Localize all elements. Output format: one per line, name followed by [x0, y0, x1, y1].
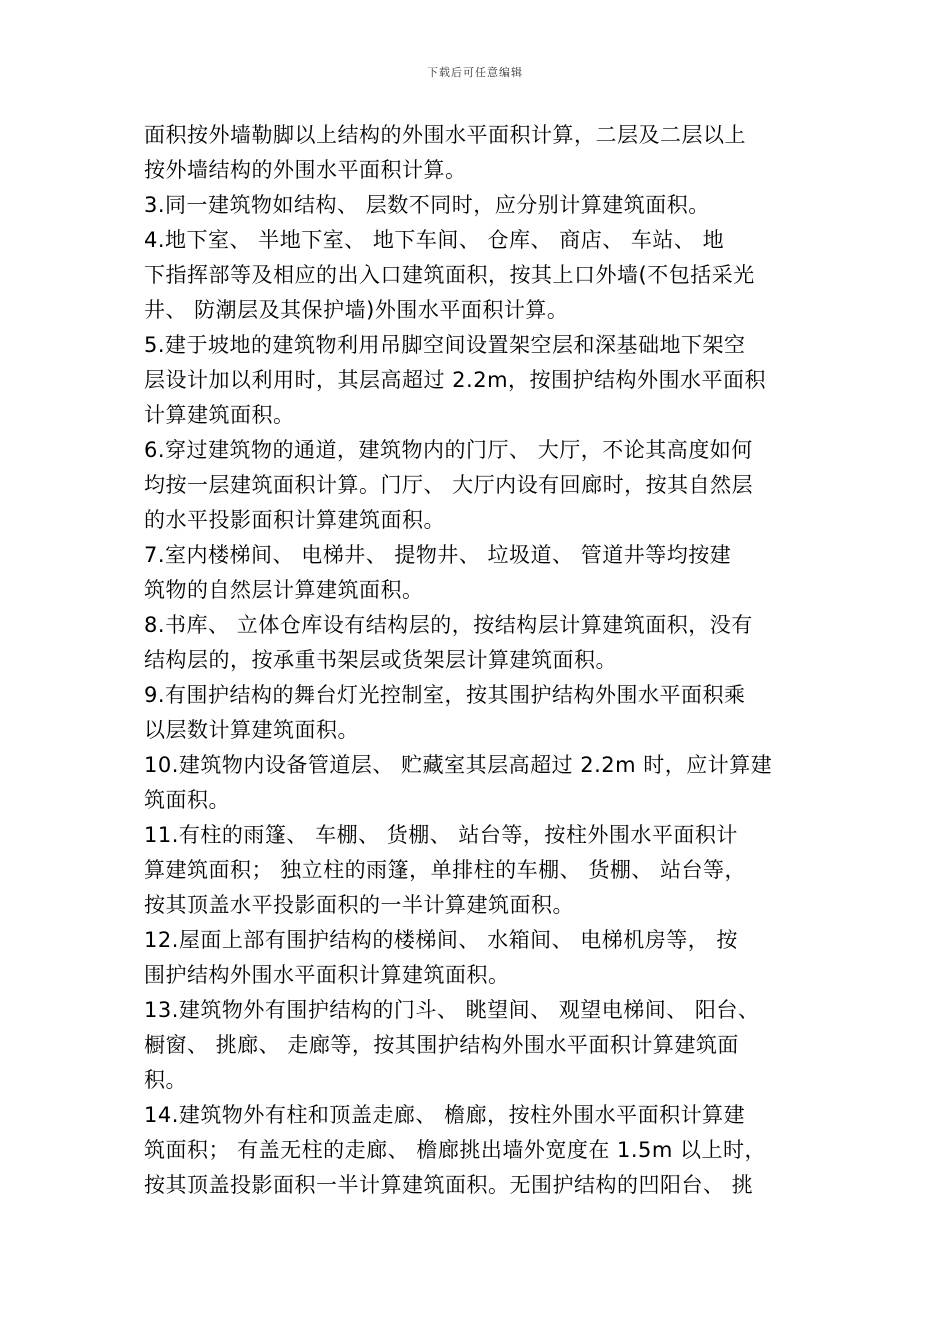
text-line: 按其顶盖投影面积一半计算建筑面积。无围护结构的凹阳台、 挑: [144, 1173, 754, 1197]
text-line: 12.屋面上部有围护结构的楼梯间、 水箱间、 电梯机房等， 按: [144, 928, 738, 952]
text-line: 下指挥部等及相应的出入口建筑面积，按其上口外墙(不包括采光: [144, 263, 755, 287]
text-line: 13.建筑物外有围护结构的门斗、 眺望间、 观望电梯间、 阳台、: [144, 998, 760, 1022]
text-line: 筑面积； 有盖无柱的走廊、 檐廊挑出墙外宽度在 1.5m 以上时，: [144, 1138, 767, 1162]
text-line: 面积按外墙勒脚以上结构的外围水平面积计算，二层及二层以上: [144, 123, 746, 147]
text-line: 筑面积。: [144, 788, 230, 812]
text-line: 算建筑面积； 独立柱的雨篷，单排柱的车棚、 货棚、 站台等，: [144, 858, 747, 882]
text-line: 5.建于坡地的建筑物利用吊脚空间设置架空层和深基础地下架空: [144, 333, 746, 357]
text-line: 按其顶盖水平投影面积的一半计算建筑面积。: [144, 893, 574, 917]
text-line: 积。: [144, 1068, 187, 1092]
text-line: 3.同一建筑物如结构、 层数不同时，应分别计算建筑面积。: [144, 193, 710, 217]
text-line: 14.建筑物外有柱和顶盖走廊、 檐廊，按柱外围水平面积计算建: [144, 1103, 746, 1127]
text-line: 以层数计算建筑面积。: [144, 718, 359, 742]
text-line: 围护结构外围水平面积计算建筑面积。: [144, 963, 510, 987]
text-line: 7.室内楼梯间、 电梯井、 提物井、 垃圾道、 管道井等均按建: [144, 543, 732, 567]
text-line: 筑物的自然层计算建筑面积。: [144, 578, 424, 602]
text-line: 4.地下室、 半地下室、 地下车间、 仓库、 商店、 车站、 地: [144, 228, 725, 252]
text-line: 结构层的，按承重书架层或货架层计算建筑面积。: [144, 648, 617, 672]
text-line: 6.穿过建筑物的通道，建筑物内的门厅、 大厅，不论其高度如何: [144, 438, 753, 462]
text-line: 计算建筑面积。: [144, 403, 295, 427]
text-line: 橱窗、 挑廊、 走廊等，按其围护结构外围水平面积计算建筑面: [144, 1033, 739, 1057]
text-line: 10.建筑物内设备管道层、 贮藏室其层高超过 2.2m 时，应计算建: [144, 753, 773, 777]
text-line: 11.有柱的雨篷、 车棚、 货棚、 站台等，按柱外围水平面积计: [144, 823, 738, 847]
text-line: 的水平投影面积计算建筑面积。: [144, 508, 445, 532]
text-line: 层设计加以利用时，其层高超过 2.2m，按围护结构外围水平面积: [144, 368, 767, 392]
text-line: 均按一层建筑面积计算。门厅、 大厅内设有回廊时，按其自然层: [144, 473, 754, 497]
document-body: [144, 118, 812, 1203]
text-line: 井、 防潮层及其保护墙)外围水平面积计算。: [144, 298, 569, 322]
text-line: 8.书库、 立体仓库设有结构层的，按结构层计算建筑面积，没有: [144, 613, 753, 637]
page-header: 下载后可任意编辑: [427, 66, 523, 79]
text-line: 9.有围护结构的舞台灯光控制室，按其围护结构外围水平面积乘: [144, 683, 746, 707]
text-line: 按外墙结构的外围水平面积计算。: [144, 158, 467, 182]
